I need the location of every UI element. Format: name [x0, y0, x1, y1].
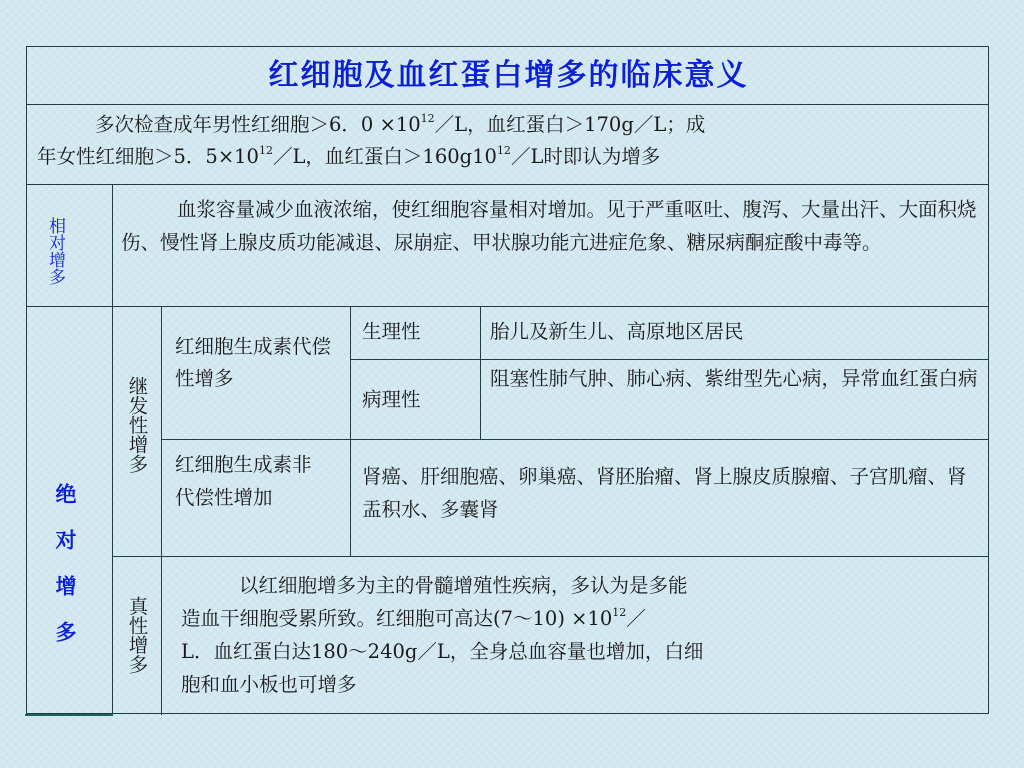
relative-increase-text: 血浆容量减少血液浓缩，使红细胞容量相对增加。见于严重呕吐、腹泻、大量出汗、大面积烧伤、慢性肾上腺皮质功能减退、尿崩症、甲状腺功能亢进症危象、糖尿病酮症酸中毒等。 — [121, 198, 977, 254]
divider — [350, 306, 351, 556]
true-increase-exponent: 12 — [612, 606, 627, 619]
definition-exponent: 12 — [420, 112, 435, 125]
physiological-text: 胎儿及新生儿、高原地区居民 — [490, 320, 744, 343]
true-increase-label: 真性增多 — [125, 595, 149, 674]
definition-line1-part: ／L，血红蛋白＞170g／L；成 — [434, 113, 706, 136]
divider — [27, 184, 988, 185]
definition-exponent: 12 — [496, 144, 511, 157]
divider — [27, 306, 988, 307]
true-increase-text — [181, 569, 971, 701]
clinical-table — [26, 46, 989, 714]
true-increase-line-part: ／ — [626, 607, 646, 630]
physiological-label: 生理性 — [362, 320, 421, 343]
definition-exponent: 12 — [258, 144, 273, 157]
absolute-increase-label: 绝 对 增 多 — [53, 482, 78, 642]
secondary-increase-label: 继发性增多 — [125, 375, 149, 474]
true-increase-line: 以红细胞增多为主的骨髓增殖性疾病，多认为是多能 — [239, 574, 688, 597]
true-increase-line: L．血红蛋白达180～240g／L，全身总血容量也增加，白细 — [181, 640, 704, 663]
definition-line1-part: 多次检查成年男性红细胞＞6．0 ×10 — [95, 113, 421, 136]
compensatory-label: 红细胞生成素代偿性增多 — [175, 335, 332, 390]
definition-text — [37, 109, 982, 173]
noncompensatory-text: 肾癌、肝细胞癌、卵巢癌、肾胚胎瘤、肾上腺皮质腺瘤、子宫肌瘤、肾盂积水、多囊肾 — [362, 465, 967, 521]
table-title: 红细胞及血红蛋白增多的临床意义 — [268, 58, 749, 93]
divider — [350, 359, 988, 360]
divider — [25, 714, 113, 716]
divider — [27, 104, 988, 105]
divider — [161, 439, 988, 440]
definition-line2-part: 年女性红细胞＞5．5×10 — [37, 145, 259, 168]
divider — [161, 306, 162, 715]
divider — [112, 184, 113, 715]
noncompensatory-label: 红细胞生成素非代偿性增加 — [175, 453, 312, 509]
definition-line2-part: ／L，血红蛋白＞160g10 — [272, 145, 497, 168]
relative-increase-label: 相对增多 — [45, 217, 65, 285]
definition-line2-part: ／L时即认为增多 — [510, 145, 661, 168]
true-increase-line-part: 造血干细胞受累所致。红细胞可高达(7～10) ×10 — [181, 607, 613, 630]
true-increase-line: 胞和血小板也可增多 — [181, 673, 357, 696]
pathological-text: 阻塞性肺气肿、肺心病、紫绀型先心病，异常血红蛋白病 — [490, 367, 978, 390]
divider — [480, 306, 481, 439]
pathological-label: 病理性 — [362, 388, 421, 411]
divider — [112, 556, 988, 557]
